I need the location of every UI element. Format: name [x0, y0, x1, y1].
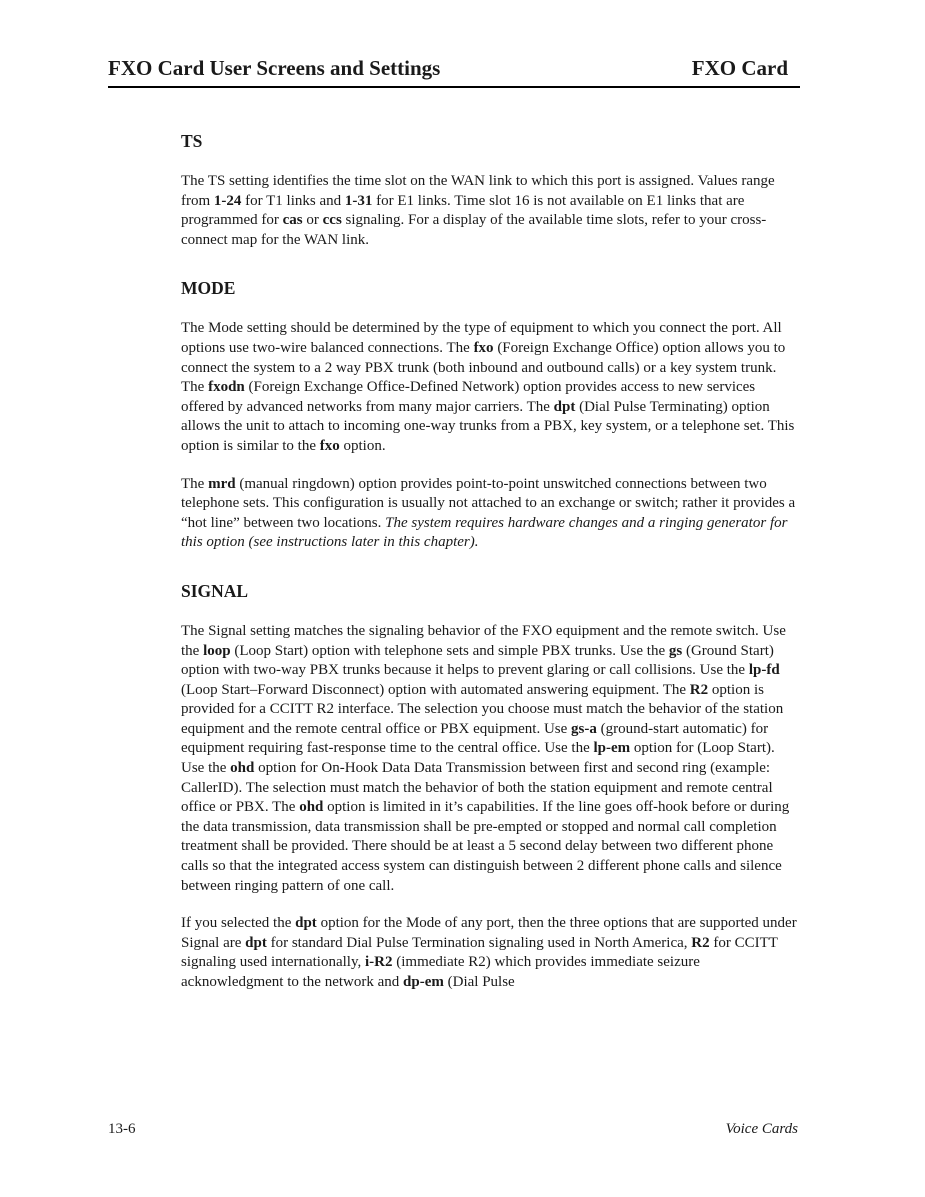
section-heading-mode: MODE	[181, 278, 236, 299]
section-heading-ts: TS	[181, 131, 203, 151]
page-number: 13-6	[108, 1121, 136, 1137]
section-heading-signal: SIGNAL	[181, 580, 249, 601]
header-card-name: FXO Card	[691, 56, 788, 80]
mode-paragraph-2: The mrd (manual ringdown) option provides point-to-point unswitched connections between two telephone sets. This configuration is usually not attached to an exchange or switch; rather it provides a “hot line” between two locations. The system requires hardware changes and a ringing generator for this option (see instructions later in this chapter).	[181, 475, 796, 551]
page-content	[181, 130, 801, 1011]
header-title: FXO Card User Screens and Settings	[108, 56, 441, 80]
signal-paragraph-1: The Signal setting matches the signaling behavior of the FXO equipment and the remote switch. Use the loop (Loop Start) option with telephone sets and simple PBX trunks. Use the gs (Ground Start) option with two-way PBX trunks because it helps to prevent glaring or call collisions. Use the lp-fd (Loop Start–Forward Disconnect) option with automated answering equipment. The R2 option is provided for a CCITT R2 interface. The selection you choose must match the behavior of the station equipment and the remote central office or PBX equipment. Use gs-a (ground-start automatic) for equipment requiring fast-response time to the central office. Use the lp-em option for (Loop Start). Use the ohd option for On-Hook Data Data Transmission between first and second ring (example: CallerID). The selection must match the behavior of both the station equipment and remote central office or PBX. The ohd option is limited in it’s capabilities. If the line goes off-hook before or during the data transmission, data transmission shall be pre-empted or stopped and normal call completion treatment shall be provided. There should be at least a 5 second delay between two different phone calls so that the integrated access system can distinguish between 2 different phone calls and silence between ringing pattern of one call.	[181, 622, 790, 894]
page-footer	[108, 1121, 800, 1141]
ts-paragraph: The TS setting identifies the time slot on the WAN link to which this port is assigned. Values range from 1-24 for T1 links and 1-31 for E1 links. Time slot 16 is not available on E1 links that are programmed for cas or ccs signaling. For a display of the available time slots, refer to your cross-connect map for the WAN link.	[181, 173, 775, 248]
chapter-name: Voice Cards	[725, 1121, 798, 1137]
page-header	[108, 56, 800, 88]
mode-paragraph-1: The Mode setting should be determined by the type of equipment to which you connect the port. All options use two-wire balanced connections. The fxo (Foreign Exchange Office) option allows you to connect the system to a 2 way PBX trunk (both inbound and outbound calls) or a key system trunk. The fxodn (Foreign Exchange Office-Defined Network) option provides access to new services offered by advanced networks from many major carriers. The dpt (Dial Pulse Terminating) option allows the unit to attach to incoming one-way trunks from a PBX, key system, or a telephone set. This option is similar to the fxo option.	[181, 320, 795, 454]
signal-paragraph-2: If you selected the dpt option for the Mode of any port, then the three options that are supported under Signal are dpt for standard Dial Pulse Termination signaling used in North America, R2 for CCITT signaling used internationally, i-R2 (immediate R2) which provides immediate seizure acknowledgment to the network and dp-em (Dial Pulse	[181, 915, 797, 990]
